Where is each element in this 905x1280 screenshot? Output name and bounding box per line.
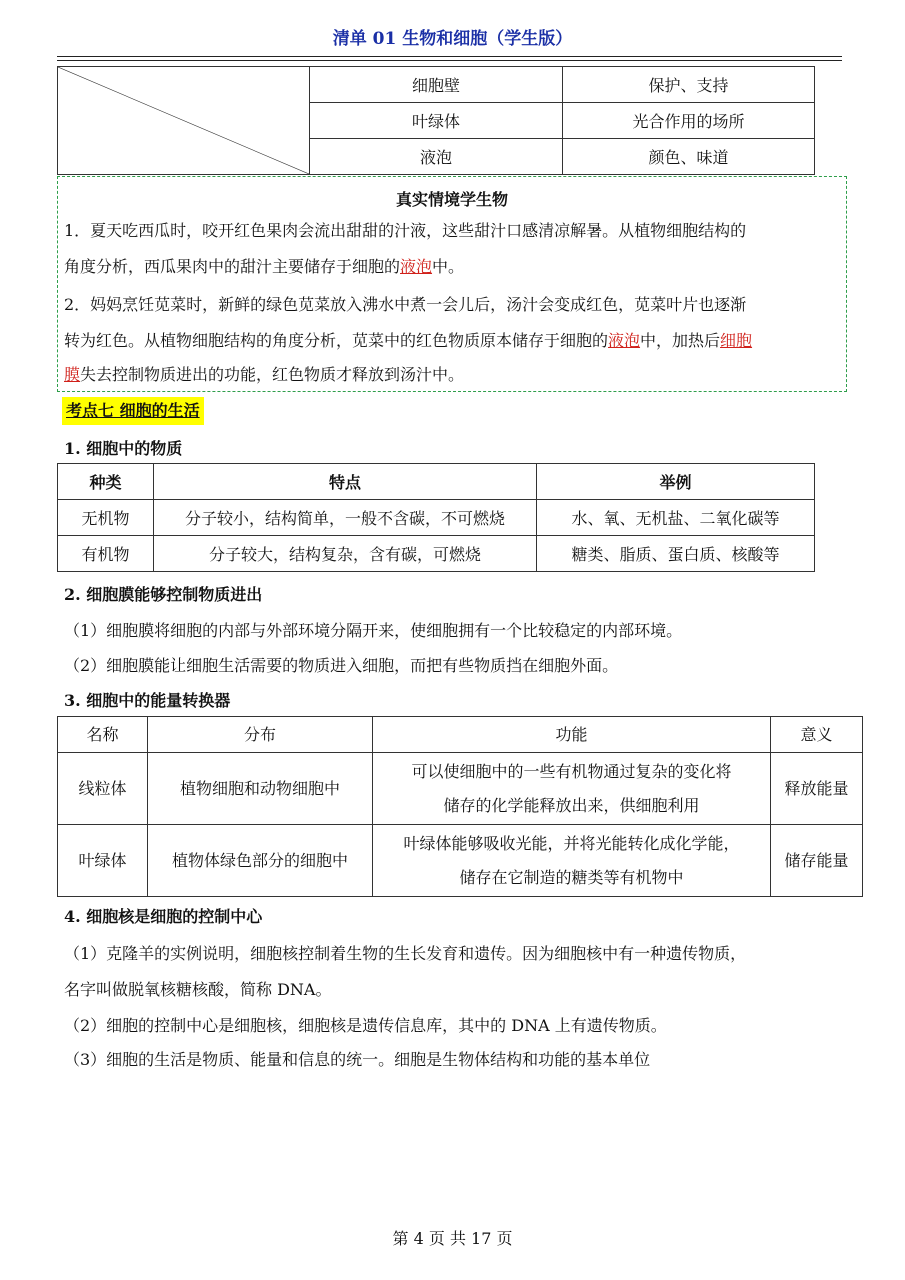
- text-line: （2）细胞的控制中心是细胞核，细胞核是遗传信息库，其中的 DNA 上有遗传物质。: [64, 1016, 667, 1035]
- section-heading: 1. 细胞中的物质: [64, 439, 183, 458]
- column-header: 分布: [148, 717, 373, 753]
- table-row: [58, 825, 863, 897]
- table-cell: 叶绿体能够吸收光能，并将光能转化成化学能， 储存在它制造的糖类等有机物中: [373, 825, 771, 897]
- table-cell: 植物体绿色部分的细胞中: [148, 825, 373, 897]
- table-cell: 有机物: [58, 536, 154, 572]
- question-2-line-1: 2．妈妈烹饪苋菜时，新鲜的绿色苋菜放入沸水中煮一会儿后，汤汁会变成红色，苋菜叶片也逐渐: [64, 295, 747, 314]
- column-header: 意义: [771, 717, 863, 753]
- text-line: （2）细胞膜能让细胞生活需要的物质进入细胞，而把有些物质挡在细胞外面。: [64, 656, 619, 675]
- table-cell: 糖类、脂质、蛋白质、核酸等: [537, 536, 815, 572]
- energy-converter-table: [57, 716, 863, 897]
- table-row: [58, 67, 815, 103]
- organelle-name: 叶绿体: [310, 103, 563, 139]
- diagonal-header-cell: [58, 67, 310, 175]
- table-cell: 分子较小，结构简单，一般不含碳，不可燃烧: [154, 500, 537, 536]
- organelle-function: 光合作用的场所: [563, 103, 815, 139]
- organelle-name: 液泡: [310, 139, 563, 175]
- question-1-line-1: 1．夏天吃西瓜时，咬开红色果肉会流出甜甜的汁液，这些甜汁口感清凉解暑。从植物细胞结构的: [64, 221, 747, 240]
- diagonal-line: [58, 67, 309, 174]
- header-rule: [57, 56, 842, 57]
- question-2-line-3: 膜失去控制物质进出的功能，红色物质才释放到汤汁中。: [64, 365, 465, 384]
- question-1-line-2: 角度分析，西瓜果肉中的甜汁主要储存于细胞的液泡中。: [64, 257, 465, 276]
- header-rule-thin: [57, 60, 842, 61]
- table-cell: 水、氧、无机盐、二氧化碳等: [537, 500, 815, 536]
- table-header-row: [58, 464, 815, 500]
- topic-heading: 考点七 细胞的生活: [62, 397, 204, 425]
- table-cell: 叶绿体: [58, 825, 148, 897]
- organelle-function: 颜色、味道: [563, 139, 815, 175]
- table-cell: 可以使细胞中的一些有机物通过复杂的变化将 储存的化学能释放出来，供细胞利用: [373, 753, 771, 825]
- section-heading: 3. 细胞中的能量转换器: [64, 691, 231, 710]
- page-title: 清单 01 生物和细胞（学生版）: [332, 29, 573, 49]
- table-cell: 储存能量: [771, 825, 863, 897]
- context-title: 真实情境学生物: [395, 190, 508, 209]
- table-cell: 释放能量: [771, 753, 863, 825]
- text-line: （3）细胞的生活是物质、能量和信息的统一。细胞是生物体结构和功能的基本单位: [64, 1050, 651, 1069]
- column-header: 特点: [154, 464, 537, 500]
- table-header-row: [58, 717, 863, 753]
- column-header: 名称: [58, 717, 148, 753]
- table-cell: 分子较大，结构复杂，含有碳，可燃烧: [154, 536, 537, 572]
- column-header: 种类: [58, 464, 154, 500]
- context-box: [57, 176, 847, 392]
- organelle-name: 细胞壁: [310, 67, 563, 103]
- column-header: 功能: [373, 717, 771, 753]
- text-line: （1）细胞膜将细胞的内部与外部环境分隔开来，使细胞拥有一个比较稳定的内部环境。: [64, 621, 683, 640]
- question-2-line-2: 转为红色。从植物细胞结构的角度分析，苋菜中的红色物质原本储存于细胞的液泡中，加热后细胞: [64, 331, 753, 350]
- section-heading: 2. 细胞膜能够控制物质进出: [64, 585, 263, 604]
- organelle-table: [57, 66, 815, 175]
- table-cell: 无机物: [58, 500, 154, 536]
- table-row: [58, 753, 863, 825]
- table-cell: 线粒体: [58, 753, 148, 825]
- answer-membrane: 细胞: [720, 331, 753, 350]
- table-row: [58, 500, 815, 536]
- page-footer: 第 4 页 共 17 页: [392, 1229, 513, 1248]
- answer-membrane: 膜: [64, 365, 81, 384]
- text-line: （1）克隆羊的实例说明，细胞核控制着生物的生长发育和遗传。因为细胞核中有一种遗传物质，: [64, 944, 747, 963]
- section-heading: 4. 细胞核是细胞的控制中心: [64, 907, 263, 926]
- column-header: 举例: [537, 464, 815, 500]
- table-cell: 植物细胞和动物细胞中: [148, 753, 373, 825]
- answer-vacuole: 液泡: [400, 257, 433, 276]
- table-row: [58, 536, 815, 572]
- answer-vacuole: 液泡: [608, 331, 641, 350]
- organelle-function: 保护、支持: [563, 67, 815, 103]
- substance-table: [57, 463, 815, 572]
- text-line: 名字叫做脱氧核糖核酸，简称 DNA。: [64, 980, 332, 999]
